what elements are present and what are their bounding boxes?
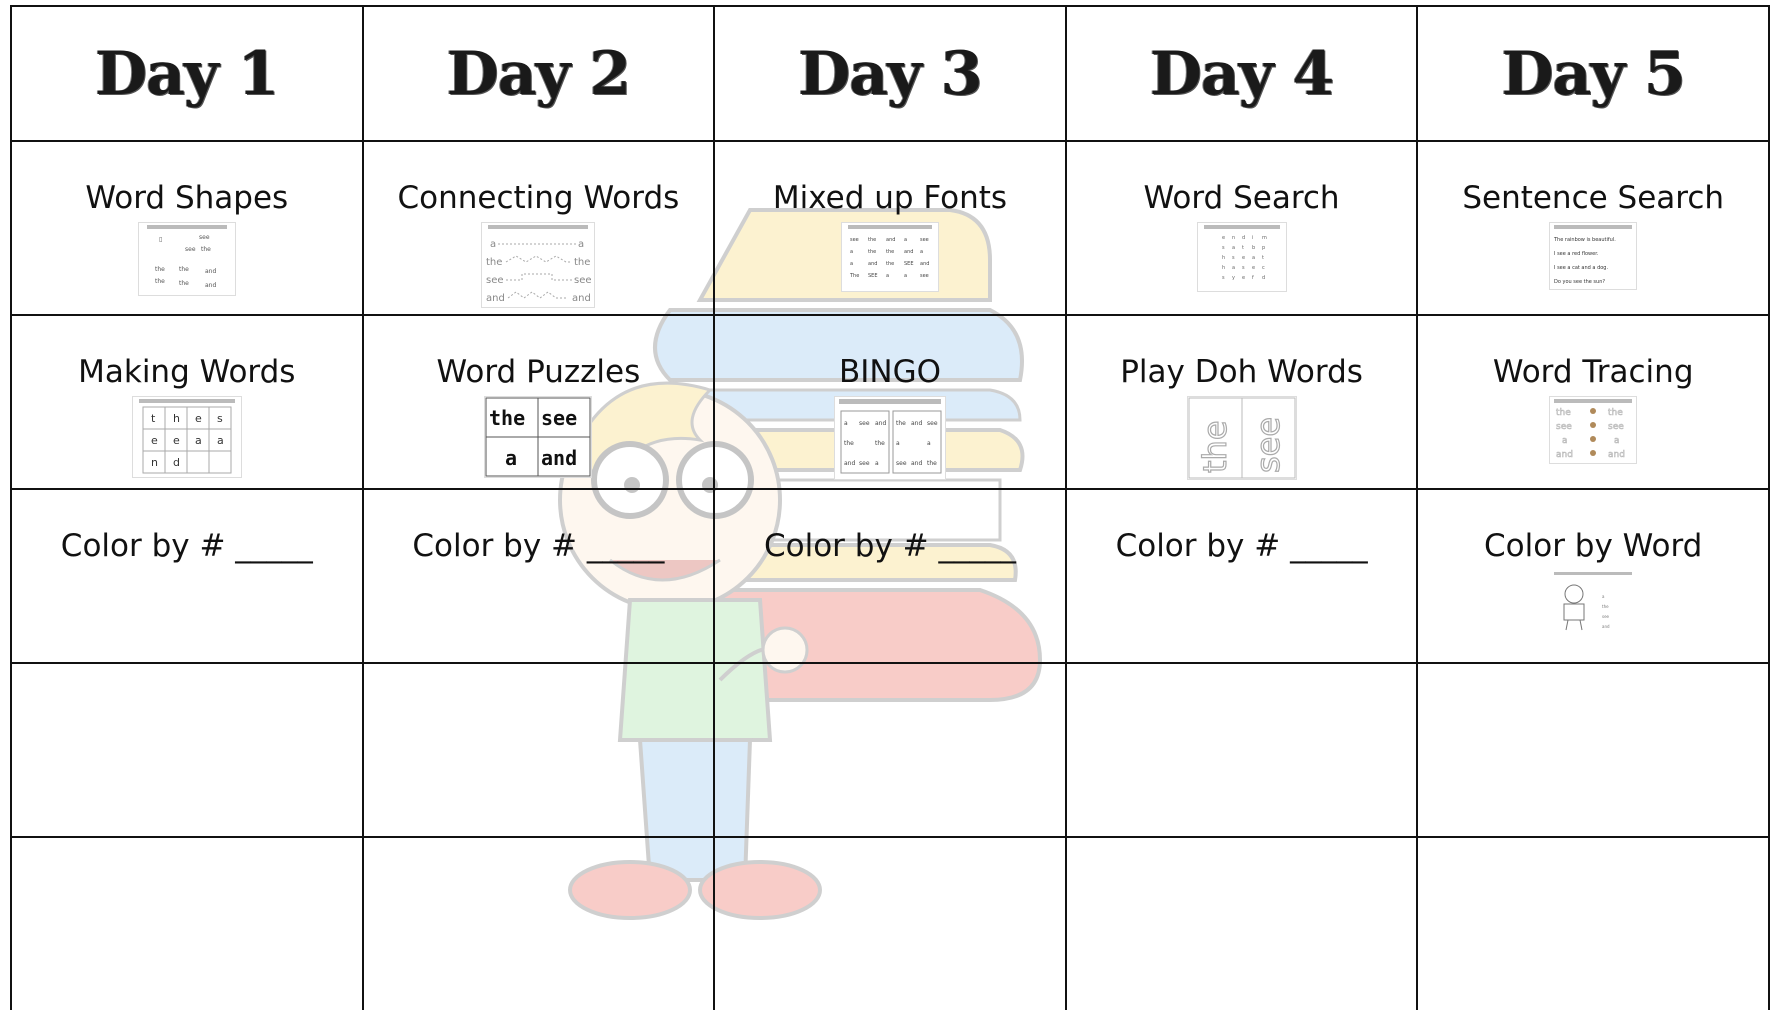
blank-row-2 xyxy=(11,837,1769,1010)
blank-cell xyxy=(714,663,1066,837)
activity-cell xyxy=(1417,141,1769,315)
svg-text:a: a xyxy=(1614,436,1620,446)
svg-text:the: the xyxy=(885,261,895,267)
svg-text:see: see xyxy=(849,237,859,243)
activity-title: Sentence Search xyxy=(1462,180,1725,216)
svg-text:and: and xyxy=(867,261,878,267)
word-shapes-thumbnail xyxy=(138,222,236,296)
activity-title: Color by # _____ xyxy=(412,528,665,564)
sentence-line: Do you see the sun? xyxy=(1554,279,1606,285)
svg-text:see: see xyxy=(858,420,870,427)
svg-text:see: see xyxy=(895,460,907,467)
activity-title: Mixed up Fonts xyxy=(772,180,1008,216)
activity-title: Word Puzzles xyxy=(436,354,641,390)
svg-text:the: the xyxy=(867,249,877,255)
search-letter: t xyxy=(1241,245,1244,251)
play-doh-words-thumbnail xyxy=(1187,396,1297,480)
day-header-row xyxy=(11,6,1769,141)
svg-text:a: a xyxy=(885,273,890,279)
word-tracing-thumbnail xyxy=(1549,396,1637,464)
sentence-search-thumbnail xyxy=(1549,222,1637,290)
day-4-header: Day 4 xyxy=(1066,6,1418,141)
search-letter: s xyxy=(1241,265,1245,271)
search-letter: a xyxy=(1231,265,1235,271)
activity-title: Color by # _____ xyxy=(60,528,313,564)
activity-cell xyxy=(714,489,1066,663)
blank-cell xyxy=(363,837,715,1010)
letter-tile: e xyxy=(150,434,158,447)
search-letter: e xyxy=(1221,235,1225,241)
color-by-word-thumbnail xyxy=(1550,570,1636,634)
blank-cell xyxy=(1417,837,1769,1010)
search-letter: s xyxy=(1231,255,1235,261)
search-letter: i xyxy=(1251,235,1253,241)
connecting-word-right: see xyxy=(574,275,592,286)
search-letter: d xyxy=(1261,275,1265,281)
svg-text:a: a xyxy=(895,440,900,447)
svg-text:see: see xyxy=(184,246,196,253)
letter-box xyxy=(209,451,231,473)
activity-cell xyxy=(363,141,715,315)
svg-text:see: see xyxy=(926,420,938,427)
svg-text:a: a xyxy=(926,440,931,447)
activity-title: Connecting Words xyxy=(397,180,680,216)
mixed-up-fonts-thumbnail xyxy=(841,222,939,292)
svg-text:the: the xyxy=(926,460,937,467)
svg-text:and: and xyxy=(1608,450,1626,460)
search-letter: s xyxy=(1221,275,1225,281)
search-letter: m xyxy=(1261,235,1267,241)
day-5-header: Day 5 xyxy=(1417,6,1769,141)
svg-text:see: see xyxy=(1608,422,1624,432)
bingo-thumbnail xyxy=(834,396,946,480)
connecting-word-right: and xyxy=(572,293,592,304)
svg-text:the: the xyxy=(843,440,854,447)
svg-text:The: The xyxy=(849,273,860,279)
search-letter: h xyxy=(1221,255,1225,261)
day-1-header: Day 1 xyxy=(11,6,363,141)
svg-text:the: the xyxy=(154,266,165,273)
svg-text:see: see xyxy=(1602,614,1610,619)
letter-tile: n xyxy=(150,456,158,469)
svg-text:a: a xyxy=(1602,594,1605,599)
connecting-word-left: the xyxy=(486,257,503,268)
activity-title: Word Shapes xyxy=(85,180,289,216)
svg-text:and: and xyxy=(874,420,887,427)
activity-cell xyxy=(363,315,715,489)
blank-cell xyxy=(1066,837,1418,1010)
activity-row-2 xyxy=(11,315,1769,489)
svg-text:the: the xyxy=(1556,408,1571,418)
activity-cell xyxy=(1417,489,1769,663)
search-letter: d xyxy=(1241,235,1245,241)
connecting-word-left: a xyxy=(490,239,497,250)
connecting-word-left: see xyxy=(486,275,504,286)
day-3-header: Day 3 xyxy=(714,6,1066,141)
connecting-word-right: a xyxy=(578,239,585,250)
svg-text:a: a xyxy=(849,261,854,267)
svg-text:a: a xyxy=(874,460,879,467)
search-letter: t xyxy=(1261,255,1264,261)
svg-text:and: and xyxy=(204,282,217,289)
svg-text:and: and xyxy=(1556,450,1574,460)
activity-cell xyxy=(714,315,1066,489)
svg-text:and: and xyxy=(910,420,923,427)
activity-title: Word Search xyxy=(1143,180,1340,216)
puzzle-word: see xyxy=(541,406,578,430)
day-2-header: Day 2 xyxy=(363,6,715,141)
svg-text:and: and xyxy=(843,460,856,467)
search-letter: p xyxy=(1261,245,1265,251)
svg-text:a: a xyxy=(849,249,854,255)
svg-text:the: the xyxy=(874,440,885,447)
activity-cell xyxy=(11,489,363,663)
connecting-word-left: and xyxy=(486,293,506,304)
activity-title: Color by # _____ xyxy=(1115,528,1368,564)
svg-text:and: and xyxy=(1602,624,1610,629)
blank-cell xyxy=(714,837,1066,1010)
svg-text:the: the xyxy=(1608,408,1623,418)
activity-row-1 xyxy=(11,141,1769,315)
letter-tile: e xyxy=(172,434,180,447)
search-letter: b xyxy=(1251,245,1255,251)
play-doh-word: see xyxy=(1248,416,1287,473)
svg-text:see: see xyxy=(198,234,210,241)
making-words-thumbnail xyxy=(132,396,242,478)
search-letter: a xyxy=(1251,255,1255,261)
activity-title: Making Words xyxy=(78,354,296,390)
word-search-thumbnail xyxy=(1197,222,1287,292)
weekly-activity-table xyxy=(10,5,1770,1010)
blank-cell xyxy=(1066,663,1418,837)
svg-text:the: the xyxy=(154,278,165,285)
connecting-words-thumbnail xyxy=(481,222,595,308)
sentence-line: I see a red flower. xyxy=(1554,251,1599,257)
letter-box xyxy=(187,451,209,473)
play-doh-word: the xyxy=(1195,420,1234,473)
word-puzzles-thumbnail xyxy=(484,396,592,478)
search-letter: a xyxy=(1231,245,1235,251)
activity-cell xyxy=(11,141,363,315)
svg-text:SEE: SEE xyxy=(867,273,878,279)
letter-tile: a xyxy=(194,434,202,447)
letter-tile: h xyxy=(172,412,180,425)
blank-cell xyxy=(1417,663,1769,837)
letter-tile: s xyxy=(216,412,223,425)
blank-cell xyxy=(363,663,715,837)
svg-text:the: the xyxy=(895,420,906,427)
svg-text:and: and xyxy=(903,249,914,255)
blank-row-1 xyxy=(11,663,1769,837)
search-letter: e xyxy=(1251,265,1255,271)
search-letter: e xyxy=(1241,275,1245,281)
search-letter: e xyxy=(1241,255,1245,261)
search-letter: n xyxy=(1231,235,1235,241)
svg-text:see: see xyxy=(1556,422,1572,432)
svg-text:the: the xyxy=(867,237,877,243)
letter-tile: t xyxy=(150,412,156,425)
letter-tile: a xyxy=(216,434,224,447)
puzzle-word: and xyxy=(541,446,578,470)
activity-cell xyxy=(1417,315,1769,489)
svg-text:the: the xyxy=(178,266,189,273)
svg-text:a: a xyxy=(843,420,848,427)
search-letter: y xyxy=(1231,275,1235,281)
svg-text:a: a xyxy=(1562,436,1568,446)
connecting-word-right: the xyxy=(574,257,591,268)
activity-title: Word Tracing xyxy=(1492,354,1694,390)
activity-cell xyxy=(1066,141,1418,315)
activity-title: Color by Word xyxy=(1484,528,1703,564)
search-letter: h xyxy=(1221,265,1225,271)
svg-text:a: a xyxy=(919,249,924,255)
activity-cell xyxy=(363,489,715,663)
activity-cell xyxy=(1066,315,1418,489)
activity-title: Color by # _____ xyxy=(763,528,1016,564)
svg-text:and: and xyxy=(204,268,217,275)
svg-text:and: and xyxy=(919,261,930,267)
svg-text:see: see xyxy=(919,237,929,243)
svg-text:and: and xyxy=(910,460,923,467)
activity-cell xyxy=(714,141,1066,315)
svg-text:see: see xyxy=(858,460,870,467)
search-letter: c xyxy=(1261,265,1265,271)
svg-text:SEE: SEE xyxy=(903,261,914,267)
puzzle-word: a xyxy=(505,446,518,470)
svg-text:a: a xyxy=(903,237,908,243)
sentence-line: I see a cat and a dog. xyxy=(1554,265,1609,271)
svg-text:the: the xyxy=(178,280,189,287)
svg-text:see: see xyxy=(919,273,929,279)
activity-row-3 xyxy=(11,489,1769,663)
activity-cell xyxy=(1066,489,1418,663)
blank-cell xyxy=(11,663,363,837)
letter-tile: d xyxy=(172,456,180,469)
svg-text:the: the xyxy=(1602,604,1609,609)
svg-text:the: the xyxy=(200,246,211,253)
activity-cell xyxy=(11,315,363,489)
svg-text:the: the xyxy=(885,249,895,255)
sentence-line: The rainbow is beautiful. xyxy=(1554,237,1616,243)
svg-text:▯: ▯ xyxy=(158,236,163,243)
blank-cell xyxy=(11,837,363,1010)
svg-text:and: and xyxy=(885,237,896,243)
search-letter: f xyxy=(1251,275,1254,281)
letter-tile: e xyxy=(194,412,202,425)
activity-title: BINGO xyxy=(838,354,941,390)
svg-text:a: a xyxy=(903,273,908,279)
search-letter: s xyxy=(1221,245,1225,251)
puzzle-word: the xyxy=(489,406,526,430)
activity-title: Play Doh Words xyxy=(1120,354,1363,390)
